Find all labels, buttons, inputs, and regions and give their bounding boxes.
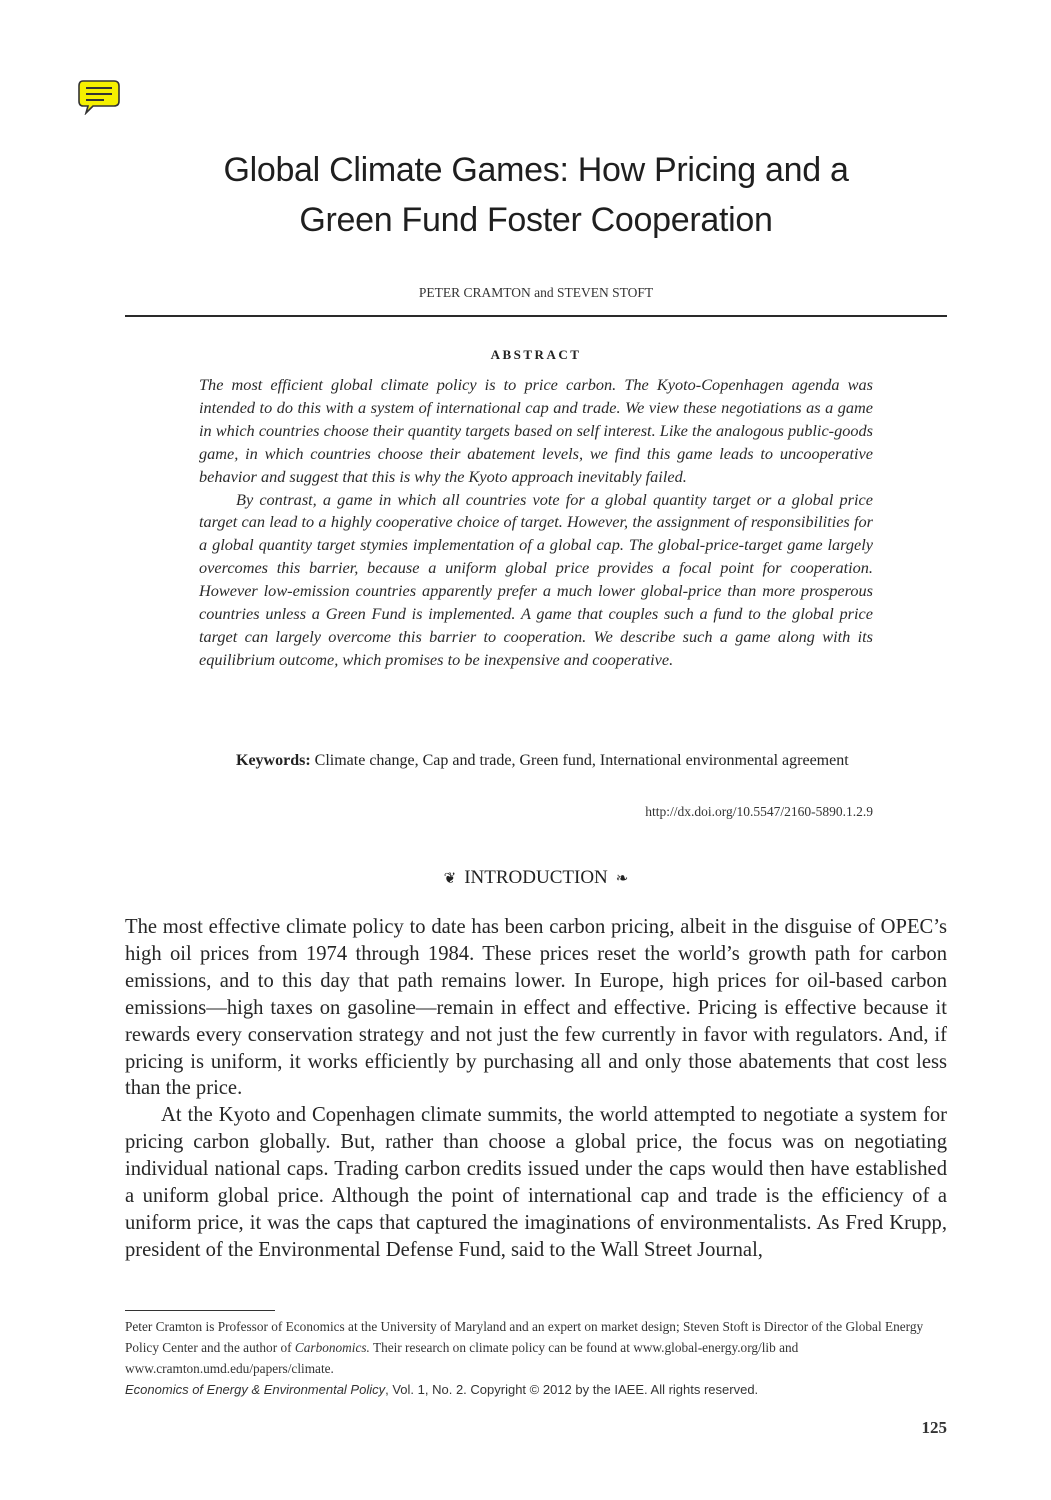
ornament-right-icon: ❧: [615, 871, 629, 887]
keywords-list: Climate change, Cap and trade, Green fund, International environmental agreement: [314, 752, 849, 769]
footnote-text-start: Peter Cramton is Professor of Economics at the University of Maryland and an expert on market design; Steven Stoft is Director of the Global Energy Policy Center and the author of: [125, 1319, 924, 1355]
body-paragraph: At the Kyoto and Copenhagen climate summits, the world attempted to negotiate a system for pricing carbon globally. But, rather than choose a global price, the focus was on negotiating individual national caps. Trading carbon credits issued under the caps would then have established a uniform global price. Although the point of international cap and trade is the efficiency of a uniform price, it was the caps that captured the imaginations of environmentalists. As Fred Krupp, president of the Environmental Defense Fund, said to the Wall Street Journal,: [125, 1104, 947, 1261]
keywords: [199, 750, 873, 773]
copyright-line: [125, 1382, 947, 1397]
abstract-paragraph: The most efficient global climate policy is to price carbon. The Kyoto-Copenhagen agenda was intended to do this with a system of international cap and trade. We view these negotiations as a game in which countries choose their quantity targets based on self interest. Like the analogous public-goods game, in which countries choose their abatement levels, we find this game leads to uncooperative behavior and suggest that this is why the Kyoto approach inevitably failed.: [199, 375, 873, 486]
title-line-2: Green Fund Foster Cooperation: [299, 201, 773, 239]
author-joiner: and: [534, 285, 554, 300]
body-paragraph: The most effective climate policy to date has been carbon pricing, albeit in the disguise of OPEC’s high oil prices from 1974 through 1984. These prices reset the world’s growth path for carbon emissions, and to this day that path remains lower. In Europe, high prices for oil-based carbon emissions—high taxes on gasoline—remain in effect and effective. Pricing is effective because it rewards every conservation strategy and not just the few currently in favor with regulators. And, if pricing is uniform, it works efficiently by purchasing all and only those abatements that cost less than the price.: [125, 916, 947, 1100]
journal-name: Economics of Energy & Environmental Policy: [125, 1382, 386, 1397]
ornament-left-icon: ❦: [443, 871, 457, 887]
copyright-text: , Vol. 1, No. 2. Copyright © 2012 by the IAEE. All rights reserved.: [385, 1382, 759, 1397]
author-footnote: [125, 1316, 947, 1379]
abstract-body: [199, 374, 873, 672]
title-line-1: Global Climate Games: How Pricing and a: [223, 151, 849, 189]
introduction-body: [125, 914, 947, 1264]
page-number: 125: [921, 1418, 947, 1437]
author-1: PETER CRAMTON: [418, 285, 531, 300]
comment-note-icon[interactable]: [77, 79, 121, 115]
footnote-rule: [125, 1310, 275, 1311]
footnote-book-title: Carbonomics.: [294, 1340, 370, 1355]
doi-link[interactable]: http://dx.doi.org/10.5547/2160-5890.1.2.9: [645, 804, 873, 819]
abstract-paragraph: By contrast, a game in which all countries vote for a global quantity target or a global price target can lead to a highly cooperative choice of target. However, the assignment of responsibilities for a global quantity target stymies implementation of a global cap. The global-price-target game largely overcomes this barrier, because a uniform global price provides a focal point for cooperation. However low-emission countries apparently prefer a much lower global-price than more prosperous countries unless a Green Fund is implemented. A game that couples such a fund to the global price target can largely overcome this barrier to cooperation. We describe such a game along with its equilibrium outcome, which promises to be inexpensive and cooperative.: [199, 489, 873, 669]
section-heading-text: INTRODUCTION: [464, 867, 608, 888]
header-rule: [125, 315, 947, 317]
footnote-text-end: Their research on climate policy can be found at www.global-energy.org/lib and www.cramton.umd.edu/papers/climate.: [125, 1340, 799, 1376]
section-heading-introduction: [125, 867, 947, 889]
abstract-heading: ABSTRACT: [490, 347, 582, 362]
keywords-label: Keywords:: [236, 752, 311, 769]
authors: [125, 285, 947, 301]
paper-title: [125, 145, 947, 245]
author-2: STEVEN STOFT: [557, 285, 654, 300]
